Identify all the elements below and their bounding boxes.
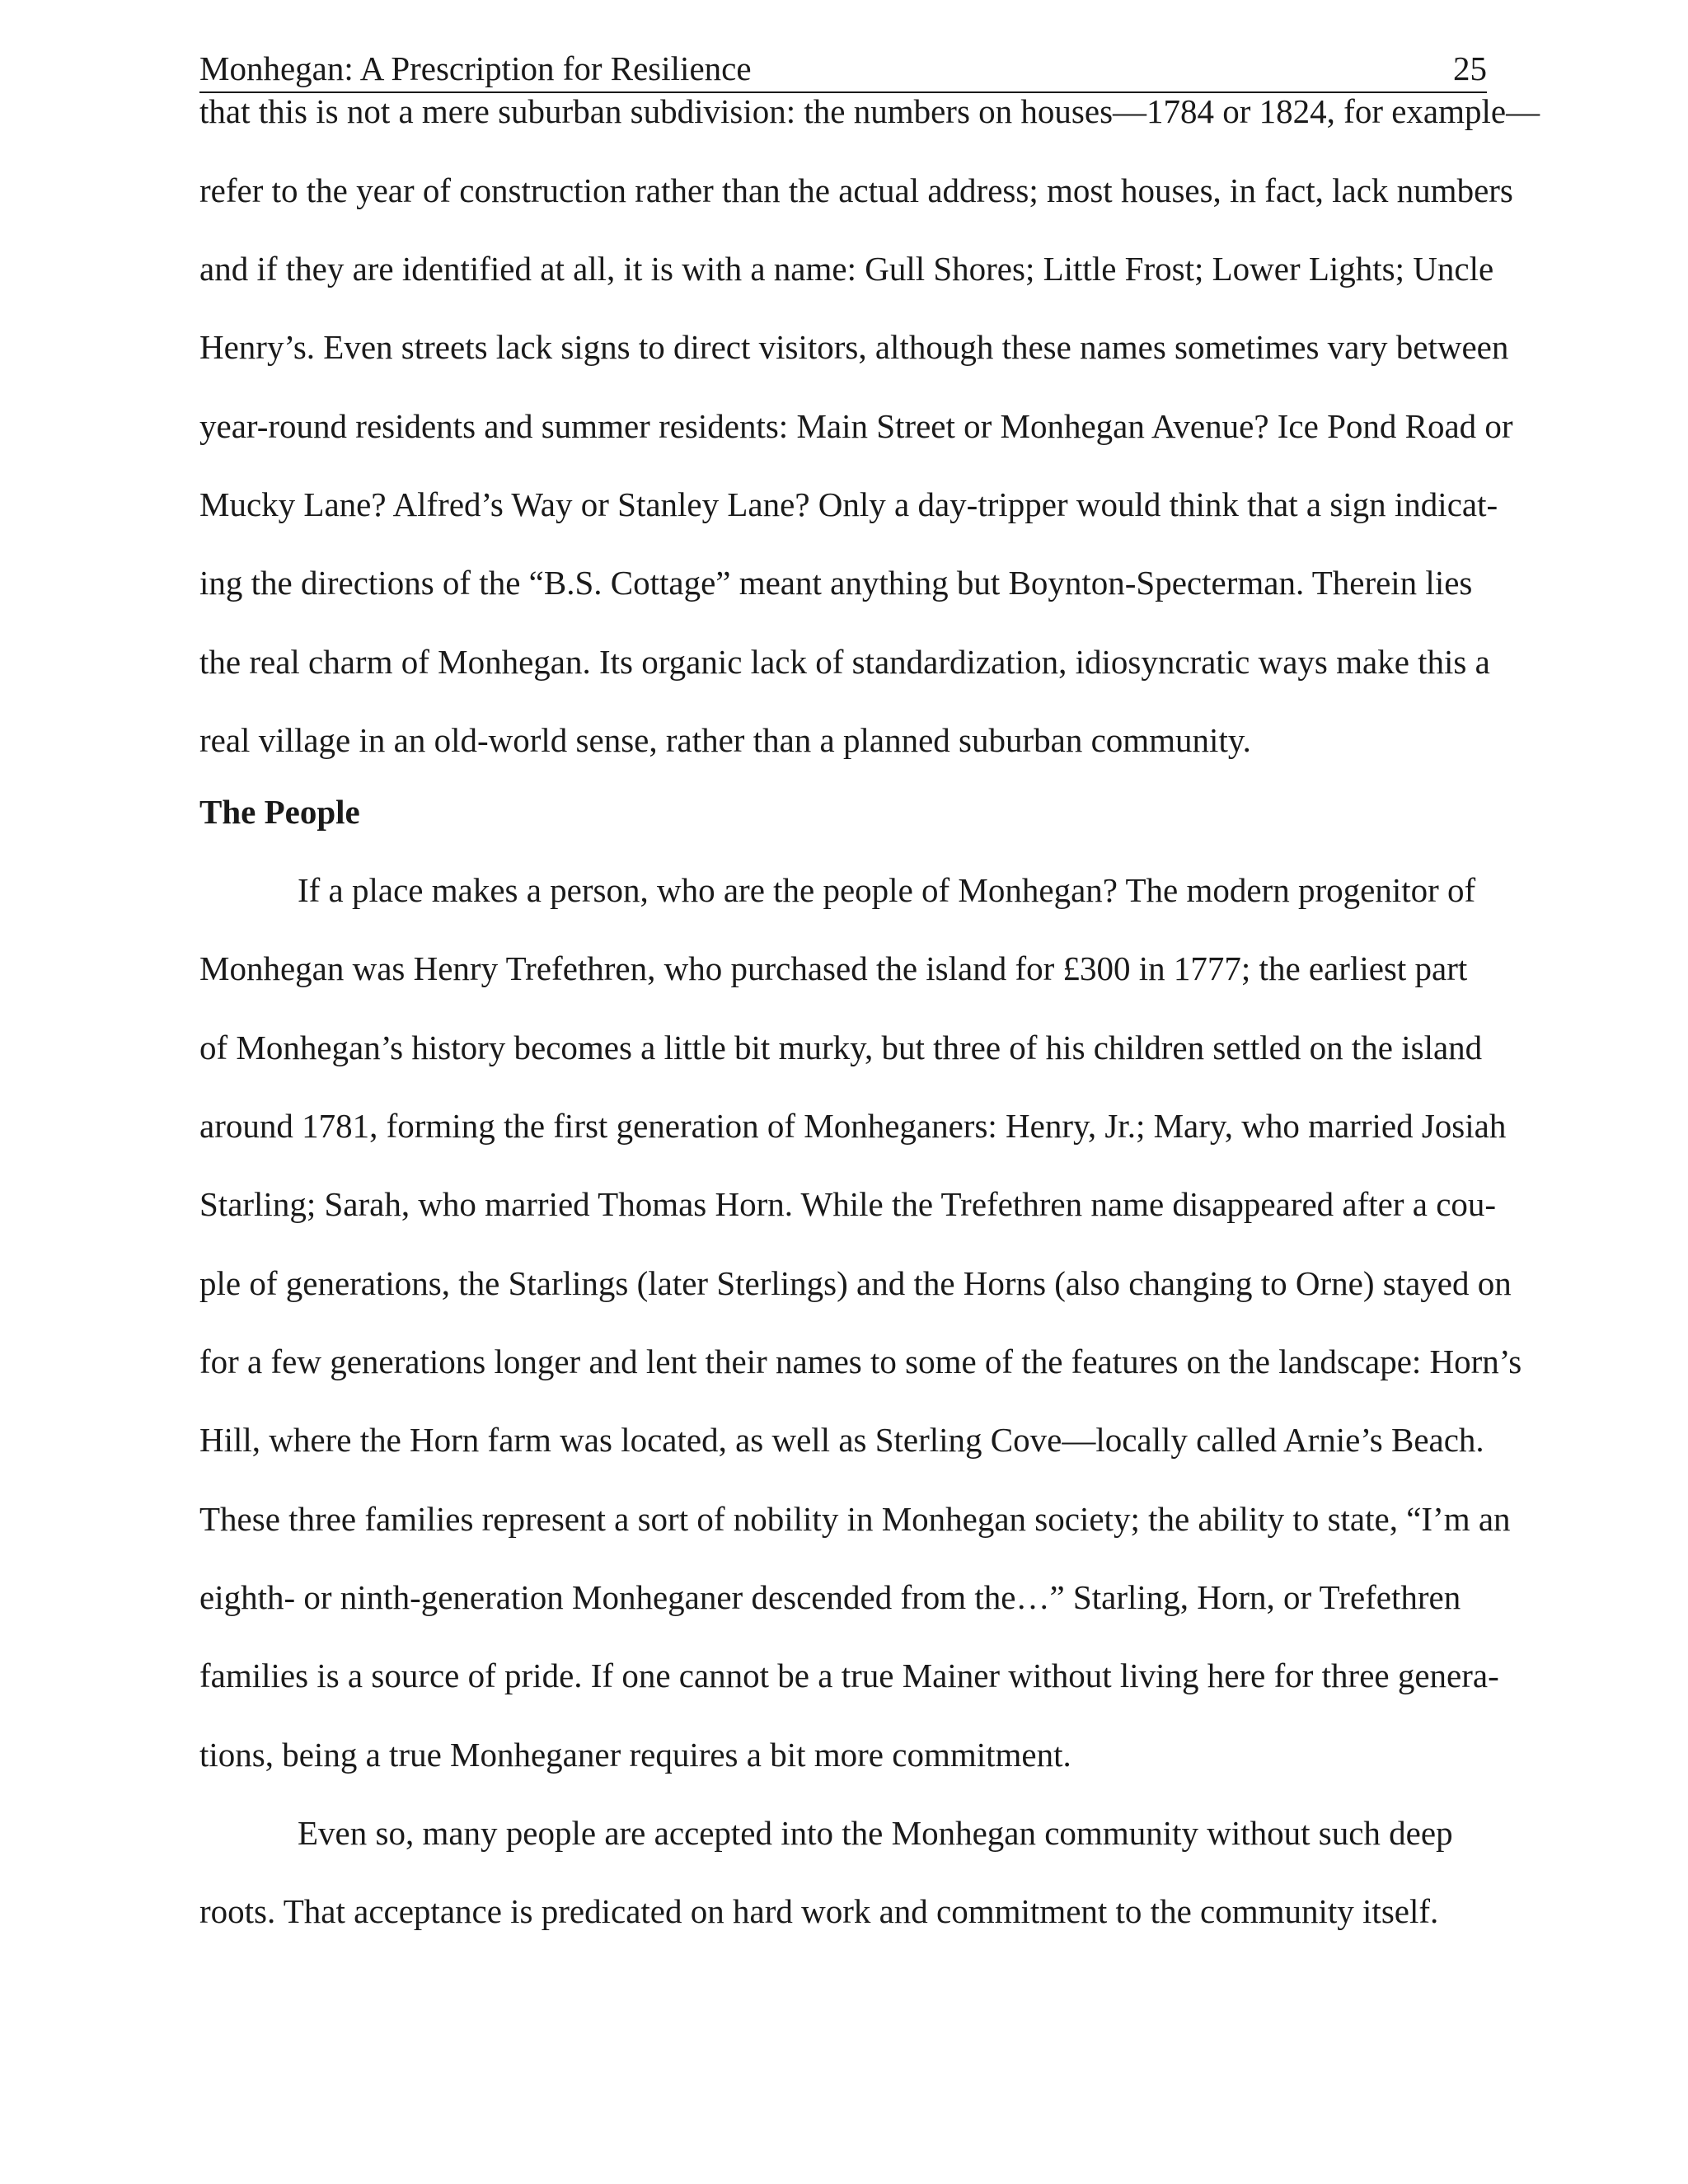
body-line: for a few generations longer and lent their names to some of the features on the landscape: Horn’s [199, 1343, 1522, 1380]
body-line: real village in an old-world sense, rather than a planned suburban community. [199, 721, 1251, 759]
body-line: that this is not a mere suburban subdivision: the numbers on houses—1784 or 1824, for example— [199, 92, 1540, 130]
body-line: the real charm of Monhegan. Its organic lack of standardization, idiosyncratic ways make this a [199, 643, 1490, 681]
body-line: around 1781, forming the first generation of Monheganers: Henry, Jr.; Mary, who married Josiah [199, 1107, 1507, 1145]
body-line: ple of generations, the Starlings (later Sterlings) and the Horns (also changing to Orne) stayed on [199, 1264, 1512, 1302]
body-line: families is a source of pride. If one cannot be a true Mainer without living here for three genera- [199, 1657, 1499, 1694]
running-title: Monhegan: A Prescription for Resilience [199, 49, 752, 87]
body-line: If a place makes a person, who are the people of Monhegan? The modern progenitor of [298, 871, 1476, 909]
body-line: Starling; Sarah, who married Thomas Horn. While the Trefethren name disappeared after a cou- [199, 1185, 1497, 1223]
body-line: Henry’s. Even streets lack signs to direct visitors, although these names sometimes vary between [199, 328, 1509, 366]
body-line: roots. That acceptance is predicated on hard work and commitment to the community itself. [199, 1892, 1439, 1930]
body-line: eighth- or ninth-generation Monheganer descended from the…” Starling, Horn, or Trefethren [199, 1578, 1461, 1616]
body-line: ing the directions of the “B.S. Cottage” meant anything but Boynton-Specterman. Therein lies [199, 564, 1473, 602]
body-line: of Monhegan’s history becomes a little bit murky, but three of his children settled on the island [199, 1029, 1483, 1066]
body-line: These three families represent a sort of nobility in Monhegan society; the ability to state, “I’m an [199, 1500, 1511, 1538]
body-line: Even so, many people are accepted into the Monhegan community without such deep [298, 1814, 1453, 1852]
body-line: Hill, where the Horn farm was located, as well as Sterling Cove—locally called Arnie’s Beach. [199, 1421, 1484, 1459]
body-line: and if they are identified at all, it is with a name: Gull Shores; Little Frost; Lower Lights; Uncle [199, 250, 1494, 288]
body-line: year-round residents and summer residents: Main Street or Monhegan Avenue? Ice Pond Road or [199, 407, 1513, 445]
body-line: Mucky Lane? Alfred’s Way or Stanley Lane? Only a day-tripper would think that a sign indicat- [199, 485, 1498, 523]
body-line: Monhegan was Henry Trefethren, who purchased the island for £300 in 1777; the earliest part [199, 949, 1468, 987]
body-line: refer to the year of construction rather than the actual address; most houses, in fact, lack numbers [199, 171, 1513, 209]
page-number: 25 [1453, 49, 1487, 87]
body-line: tions, being a true Monheganer requires a bit more commitment. [199, 1736, 1071, 1774]
section-heading: The People [199, 793, 360, 831]
